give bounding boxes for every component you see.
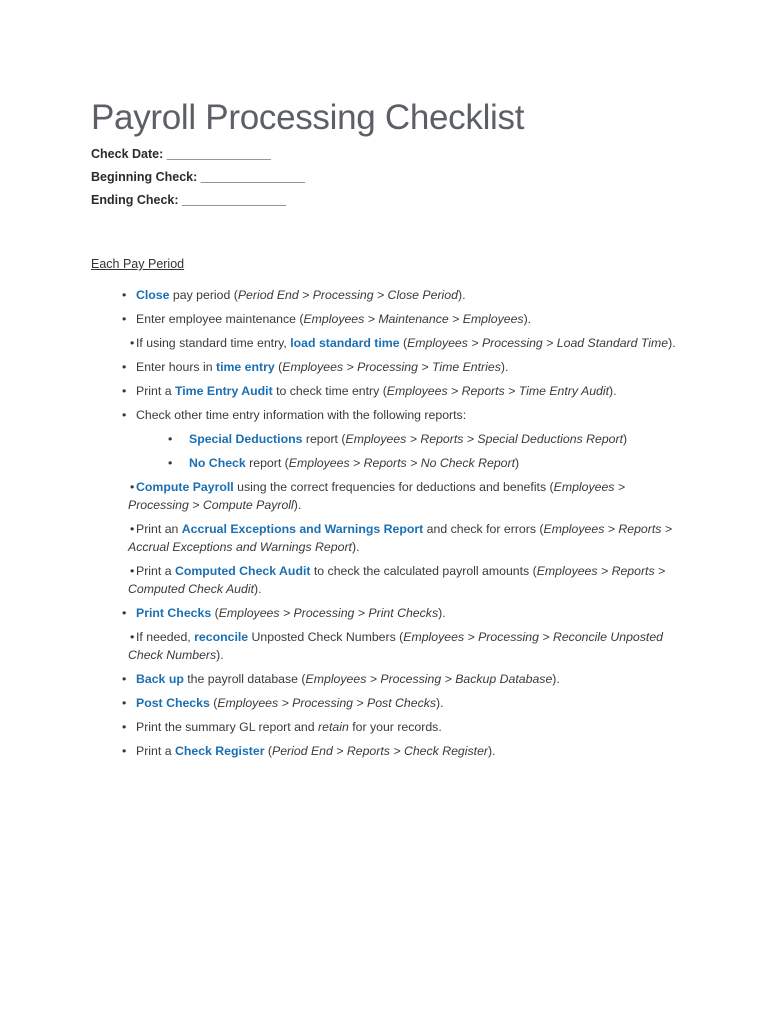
check-register-link[interactable]: Check Register [174, 744, 265, 758]
computed-check-audit-link[interactable]: Computed Check Audit [174, 564, 311, 578]
list-item: • Back up the payroll database (Employees > Processing > Backup Database). [128, 670, 683, 688]
list-item: • Print a Time Entry Audit to check time entry (Employees > Reports > Time Entry Audit). [128, 382, 683, 400]
page-title: Payroll Processing Checklist [91, 98, 525, 137]
list-item: • Enter employee maintenance (Employees > Maintenance > Employees). [128, 310, 683, 328]
list-item: • Compute Payroll using the correct frequencies for deductions and benefits (Employees > Processing > Compute Payroll). [128, 478, 683, 514]
accrual-exceptions-link[interactable]: Accrual Exceptions and Warnings Report [181, 522, 424, 536]
checklist [128, 286, 683, 766]
no-check-link[interactable]: No Check [189, 456, 246, 470]
list-item: • Check other time entry information with the following reports: • Special Deductions report (Employees > Reports > Special Deductions Report) • No Check report (Employees > Reports > No Check Report) [128, 406, 683, 472]
sub-list [136, 430, 683, 472]
beginning-check-field: Beginning Check: _______________ [91, 170, 306, 184]
reconcile-link[interactable]: reconcile [194, 630, 249, 644]
list-item: • If needed, reconcile Unposted Check Numbers (Employees > Processing > Reconcile Unposted Check Numbers). [128, 628, 683, 664]
close-link[interactable]: Close [136, 288, 170, 302]
list-item: • Enter hours in time entry (Employees > Processing > Time Entries). [128, 358, 683, 376]
special-deductions-link[interactable]: Special Deductions [189, 432, 303, 446]
sub-list-item: • Special Deductions report (Employees > Reports > Special Deductions Report) [136, 430, 683, 448]
compute-payroll-link[interactable]: Compute Payroll [136, 480, 234, 494]
list-item: • Print an Accrual Exceptions and Warnings Report and check for errors (Employees > Reports > Accrual Exceptions and Warnings Report). [128, 520, 683, 556]
back-up-link[interactable]: Back up [136, 672, 184, 686]
list-item: • If using standard time entry, load standard time (Employees > Processing > Load Standard Time). [128, 334, 683, 352]
time-entry-link[interactable]: time entry [215, 360, 275, 374]
list-item: • Close pay period (Period End > Processing > Close Period). [128, 286, 683, 304]
list-item: • Print a Computed Check Audit to check the calculated payroll amounts (Employees > Reports > Computed Check Audit). [128, 562, 683, 598]
section-heading: Each Pay Period [91, 257, 185, 271]
sub-list-item: • No Check report (Employees > Reports > No Check Report) [136, 454, 683, 472]
list-item: • Post Checks (Employees > Processing > Post Checks). [128, 694, 683, 712]
ending-check-field: Ending Check: _______________ [91, 193, 287, 207]
load-standard-time-link[interactable]: load standard time [290, 336, 400, 350]
time-entry-audit-link[interactable]: Time Entry Audit [174, 384, 273, 398]
list-item: • Print a Check Register (Period End > Reports > Check Register). [128, 742, 683, 760]
list-item: • Print the summary GL report and retain for your records. [128, 718, 683, 736]
post-checks-link[interactable]: Post Checks [136, 696, 210, 710]
list-item: • Print Checks (Employees > Processing > Print Checks). [128, 604, 683, 622]
check-date-field: Check Date: _______________ [91, 147, 271, 161]
print-checks-link[interactable]: Print Checks [136, 606, 212, 620]
